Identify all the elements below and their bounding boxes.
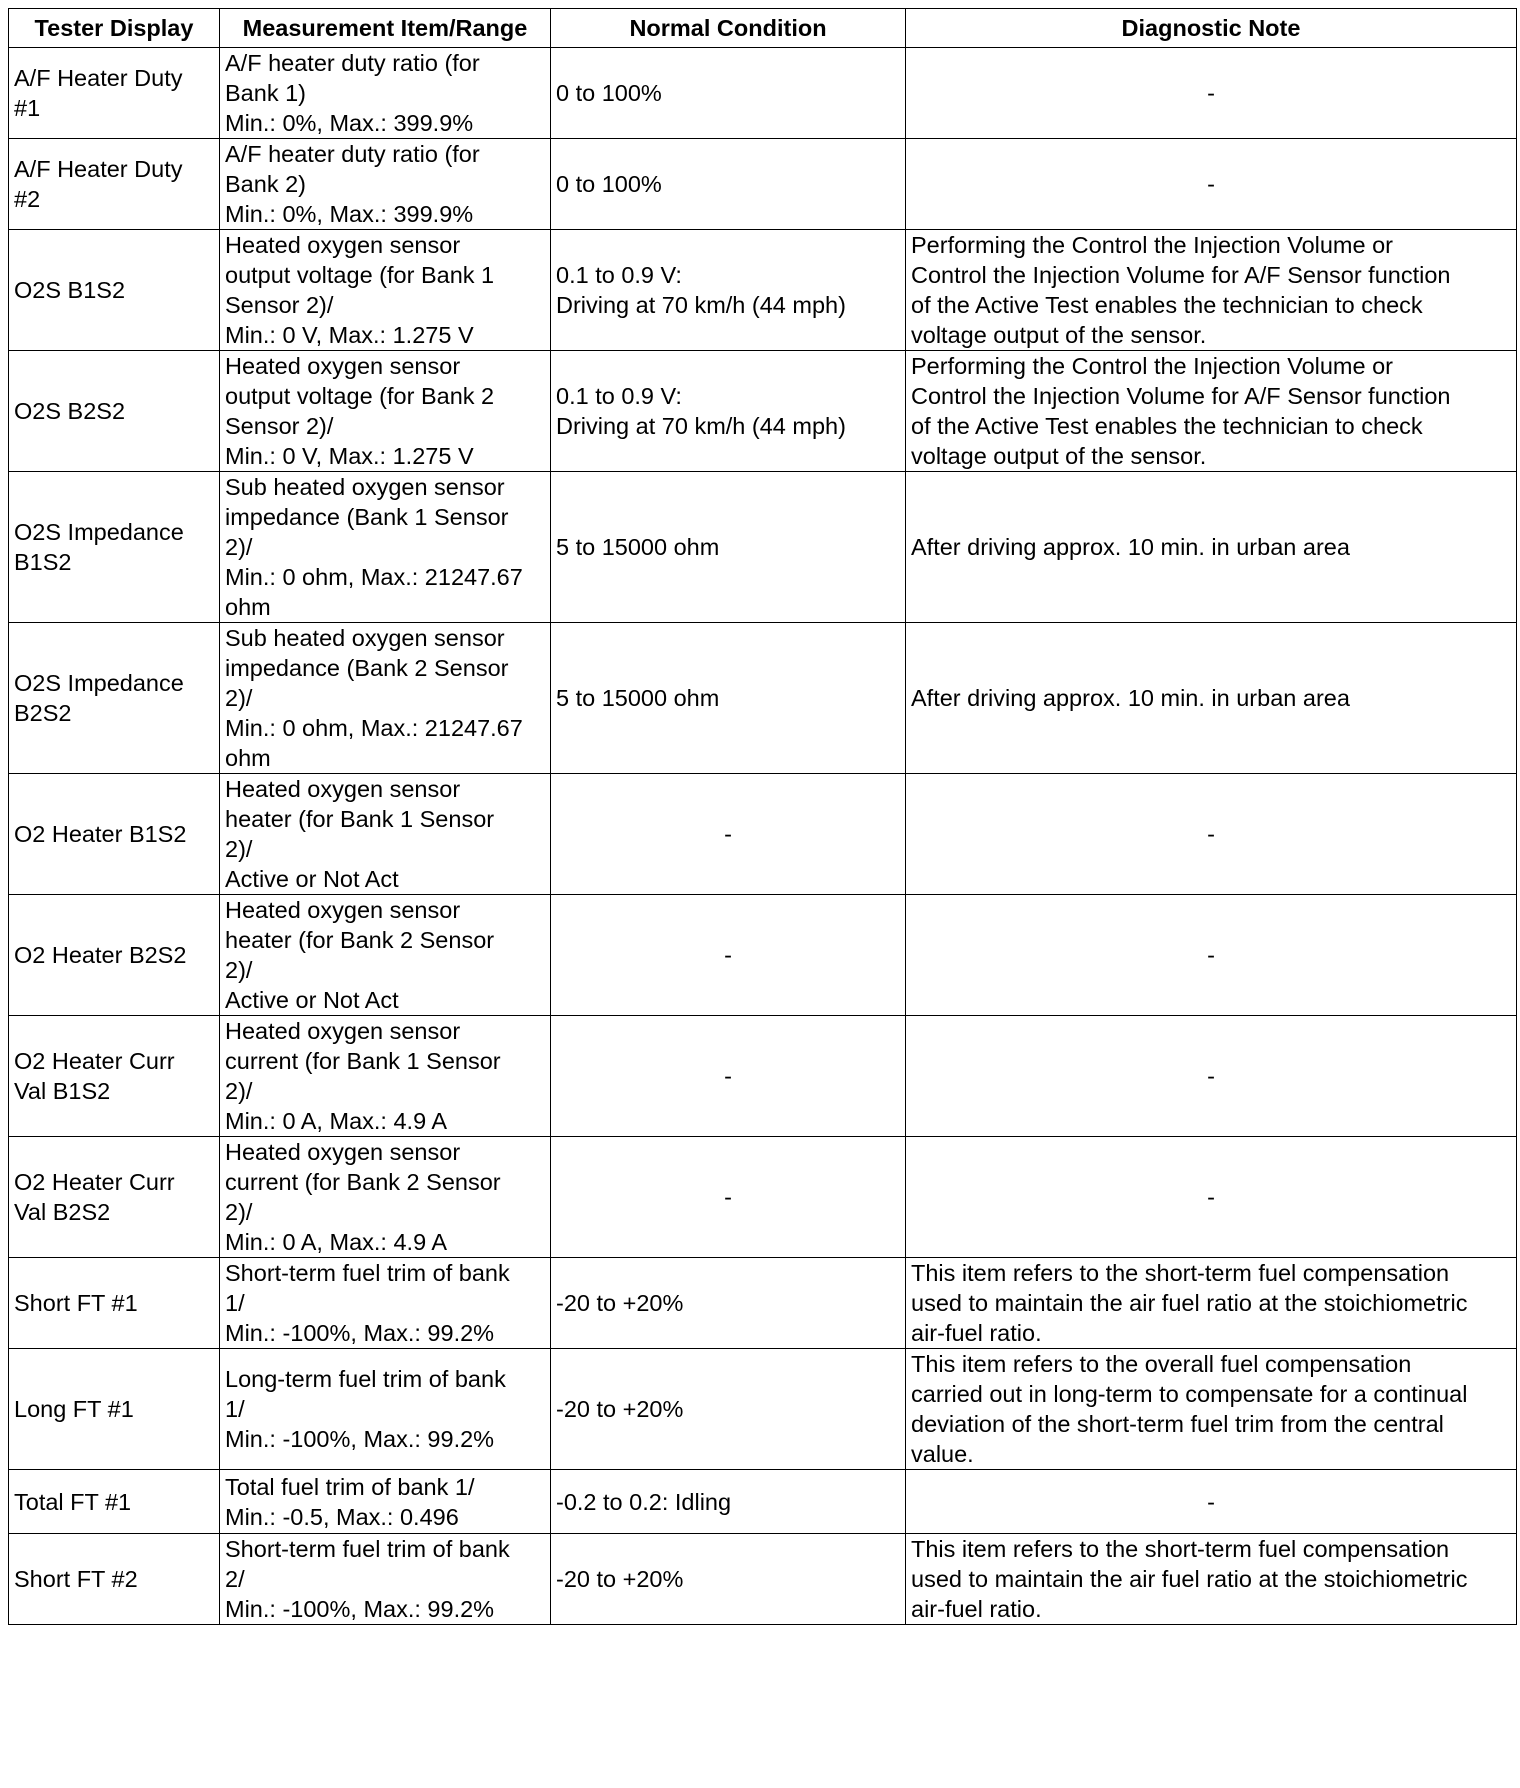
cell-text-line: - bbox=[724, 1184, 732, 1210]
cell-text-line: air-fuel ratio. bbox=[911, 1320, 1042, 1346]
cell-text-line: Driving at 70 km/h (44 mph) bbox=[556, 292, 846, 318]
normal-condition-cell bbox=[551, 48, 906, 139]
cell-text-line: voltage output of the sensor. bbox=[911, 443, 1207, 469]
cell-text-line: Min.: 0 A, Max.: 4.9 A bbox=[225, 1108, 448, 1134]
diagnostic-note-cell bbox=[906, 230, 1517, 351]
data-list-table bbox=[8, 8, 1517, 1625]
cell-text-line: After driving approx. 10 min. in urban area bbox=[911, 685, 1350, 711]
cell-text-line: 2)/ bbox=[225, 1199, 253, 1225]
cell-text-line: O2S B1S2 bbox=[14, 277, 126, 303]
cell-text-line: This item refers to the short-term fuel compensation bbox=[911, 1536, 1450, 1562]
cell-text-line: -20 to +20% bbox=[556, 1396, 684, 1422]
cell-text-line: O2S Impedance bbox=[14, 670, 184, 696]
measurement-item-cell bbox=[220, 1470, 551, 1534]
measurement-item-cell bbox=[220, 1349, 551, 1470]
cell-text-line: Driving at 70 km/h (44 mph) bbox=[556, 413, 846, 439]
cell-text-line: Active or Not Act bbox=[225, 987, 399, 1013]
table-row bbox=[9, 1349, 1517, 1470]
cell-text-line: of the Active Test enables the technician to check bbox=[911, 292, 1423, 318]
table-row bbox=[9, 1470, 1517, 1534]
cell-text-line: O2 Heater Curr bbox=[14, 1048, 175, 1074]
measurement-item-cell bbox=[220, 1258, 551, 1349]
cell-text-line: A/F Heater Duty bbox=[14, 65, 183, 91]
cell-text-line: - bbox=[724, 1063, 732, 1089]
tester-display-cell bbox=[9, 623, 220, 774]
cell-text-line: Min.: 0%, Max.: 399.9% bbox=[225, 201, 474, 227]
cell-text-line: This item refers to the overall fuel compensation bbox=[911, 1351, 1412, 1377]
normal-condition-cell bbox=[551, 1470, 906, 1534]
cell-text-line: Min.: 0%, Max.: 399.9% bbox=[225, 110, 474, 136]
normal-condition-cell bbox=[551, 472, 906, 623]
measurement-item-cell bbox=[220, 230, 551, 351]
tester-display-cell bbox=[9, 1016, 220, 1137]
cell-text-line: After driving approx. 10 min. in urban area bbox=[911, 534, 1350, 560]
cell-text-line: O2 Heater Curr bbox=[14, 1169, 175, 1195]
cell-text-line: Short-term fuel trim of bank bbox=[225, 1260, 510, 1286]
cell-text-line: impedance (Bank 1 Sensor bbox=[225, 504, 509, 530]
cell-text-line: Val B1S2 bbox=[14, 1078, 111, 1104]
header-tester-display: Tester Display bbox=[9, 9, 220, 48]
table-row bbox=[9, 1016, 1517, 1137]
cell-text-line: B1S2 bbox=[14, 549, 72, 575]
cell-text-line: - bbox=[1207, 1063, 1215, 1089]
table-body bbox=[9, 48, 1517, 1625]
measurement-item-cell bbox=[220, 1016, 551, 1137]
cell-text-line: used to maintain the air fuel ratio at the stoichiometric bbox=[911, 1290, 1468, 1316]
cell-text-line: ohm bbox=[225, 745, 271, 771]
tester-display-cell bbox=[9, 895, 220, 1016]
cell-text-line: - bbox=[1207, 80, 1215, 106]
measurement-item-cell bbox=[220, 139, 551, 230]
cell-text-line: Heated oxygen sensor bbox=[225, 1139, 461, 1165]
cell-text-line: This item refers to the short-term fuel compensation bbox=[911, 1260, 1450, 1286]
cell-text-line: Heated oxygen sensor bbox=[225, 897, 461, 923]
cell-text-line: ohm bbox=[225, 594, 271, 620]
cell-text-line: Heated oxygen sensor bbox=[225, 353, 461, 379]
cell-text-line: 5 to 15000 ohm bbox=[556, 685, 720, 711]
cell-text-line: - bbox=[1207, 171, 1215, 197]
header-measurement-item: Measurement Item/Range bbox=[220, 9, 551, 48]
cell-text-line: 2/ bbox=[225, 1566, 245, 1592]
header-normal-condition: Normal Condition bbox=[551, 9, 906, 48]
cell-text-line: Bank 1) bbox=[225, 80, 306, 106]
header-row bbox=[9, 9, 1517, 48]
diagnostic-note-cell bbox=[906, 895, 1517, 1016]
cell-text-line: Short FT #2 bbox=[14, 1566, 138, 1592]
diagnostic-note-cell bbox=[906, 623, 1517, 774]
table-row bbox=[9, 1258, 1517, 1349]
normal-condition-cell bbox=[551, 139, 906, 230]
cell-text-line: -0.2 to 0.2: Idling bbox=[556, 1488, 732, 1515]
normal-condition-cell bbox=[551, 1349, 906, 1470]
cell-text-line: Sensor 2)/ bbox=[225, 413, 334, 439]
cell-text-line: Performing the Control the Injection Volume or bbox=[911, 232, 1394, 258]
cell-text-line: - bbox=[1207, 942, 1215, 968]
cell-text-line: air-fuel ratio. bbox=[911, 1596, 1042, 1622]
cell-text-line: A/F heater duty ratio (for bbox=[225, 50, 480, 76]
cell-text-line: 2)/ bbox=[225, 685, 253, 711]
diagnostic-note-cell bbox=[906, 472, 1517, 623]
tester-display-cell bbox=[9, 230, 220, 351]
cell-text-line: Heated oxygen sensor bbox=[225, 232, 461, 258]
measurement-item-cell bbox=[220, 895, 551, 1016]
normal-condition-cell bbox=[551, 230, 906, 351]
cell-text-line: Sub heated oxygen sensor bbox=[225, 474, 505, 500]
normal-condition-cell bbox=[551, 1016, 906, 1137]
normal-condition-cell bbox=[551, 1137, 906, 1258]
cell-text-line: Active or Not Act bbox=[225, 866, 399, 892]
cell-text-line: Min.: -0.5, Max.: 0.496 bbox=[225, 1503, 459, 1530]
tester-display-cell bbox=[9, 472, 220, 623]
cell-text-line: - bbox=[724, 942, 732, 968]
cell-text-line: Min.: 0 A, Max.: 4.9 A bbox=[225, 1229, 448, 1255]
cell-text-line: 0 to 100% bbox=[556, 171, 662, 197]
cell-text-line: - bbox=[1207, 1184, 1215, 1210]
cell-text-line: Long-term fuel trim of bank bbox=[225, 1366, 506, 1392]
cell-text-line: - bbox=[724, 821, 732, 847]
cell-text-line: current (for Bank 1 Sensor bbox=[225, 1048, 501, 1074]
cell-text-line: Min.: 0 V, Max.: 1.275 V bbox=[225, 322, 474, 348]
normal-condition-cell bbox=[551, 623, 906, 774]
cell-text-line: output voltage (for Bank 1 bbox=[225, 262, 495, 288]
table-row bbox=[9, 139, 1517, 230]
diagnostic-note-cell bbox=[906, 1534, 1517, 1625]
measurement-item-cell bbox=[220, 351, 551, 472]
normal-condition-cell bbox=[551, 895, 906, 1016]
tester-display-cell bbox=[9, 1258, 220, 1349]
table-row bbox=[9, 230, 1517, 351]
cell-text-line: B2S2 bbox=[14, 700, 72, 726]
cell-text-line: - bbox=[1207, 1488, 1215, 1515]
cell-text-line: 0 to 100% bbox=[556, 80, 662, 106]
cell-text-line: 1/ bbox=[225, 1290, 245, 1316]
cell-text-line: O2S B2S2 bbox=[14, 398, 126, 424]
normal-condition-cell bbox=[551, 351, 906, 472]
cell-text-line: of the Active Test enables the technician to check bbox=[911, 413, 1423, 439]
table-row bbox=[9, 48, 1517, 139]
cell-text-line: #2 bbox=[14, 186, 41, 212]
diagnostic-note-cell bbox=[906, 1349, 1517, 1470]
cell-text-line: - bbox=[1207, 821, 1215, 847]
cell-text-line: 5 to 15000 ohm bbox=[556, 534, 720, 560]
cell-text-line: Val B2S2 bbox=[14, 1199, 111, 1225]
cell-text-line: heater (for Bank 2 Sensor bbox=[225, 927, 495, 953]
tester-display-cell bbox=[9, 774, 220, 895]
cell-text-line: value. bbox=[911, 1441, 974, 1467]
cell-text-line: Min.: -100%, Max.: 99.2% bbox=[225, 1320, 495, 1346]
normal-condition-cell bbox=[551, 774, 906, 895]
table-row bbox=[9, 774, 1517, 895]
cell-text-line: Control the Injection Volume for A/F Sensor function bbox=[911, 383, 1451, 409]
cell-text-line: 2)/ bbox=[225, 957, 253, 983]
cell-text-line: Total fuel trim of bank 1/ bbox=[225, 1473, 475, 1500]
diagnostic-note-cell bbox=[906, 351, 1517, 472]
cell-text-line: heater (for Bank 1 Sensor bbox=[225, 806, 495, 832]
diagnostic-note-cell bbox=[906, 139, 1517, 230]
cell-text-line: Min.: 0 ohm, Max.: 21247.67 bbox=[225, 715, 523, 741]
cell-text-line: O2 Heater B1S2 bbox=[14, 821, 187, 847]
diagnostic-note-cell bbox=[906, 1258, 1517, 1349]
cell-text-line: 2)/ bbox=[225, 836, 253, 862]
tester-display-cell bbox=[9, 1349, 220, 1470]
cell-text-line: Min.: 0 V, Max.: 1.275 V bbox=[225, 443, 474, 469]
cell-text-line: Min.: -100%, Max.: 99.2% bbox=[225, 1596, 495, 1622]
table-row bbox=[9, 351, 1517, 472]
measurement-item-cell bbox=[220, 1137, 551, 1258]
normal-condition-cell bbox=[551, 1258, 906, 1349]
cell-text-line: Total FT #1 bbox=[14, 1488, 132, 1515]
cell-text-line: Heated oxygen sensor bbox=[225, 776, 461, 802]
cell-text-line: deviation of the short-term fuel trim from the central bbox=[911, 1411, 1444, 1437]
measurement-item-cell bbox=[220, 48, 551, 139]
cell-text-line: Sensor 2)/ bbox=[225, 292, 334, 318]
cell-text-line: A/F Heater Duty bbox=[14, 156, 183, 182]
cell-text-line: Long FT #1 bbox=[14, 1396, 134, 1422]
cell-text-line: 2)/ bbox=[225, 1078, 253, 1104]
cell-text-line: -20 to +20% bbox=[556, 1290, 684, 1316]
cell-text-line: 0.1 to 0.9 V: bbox=[556, 262, 682, 288]
table-row bbox=[9, 623, 1517, 774]
cell-text-line: Sub heated oxygen sensor bbox=[225, 625, 505, 651]
cell-text-line: output voltage (for Bank 2 bbox=[225, 383, 495, 409]
tester-display-cell bbox=[9, 1534, 220, 1625]
cell-text-line: Min.: 0 ohm, Max.: 21247.67 bbox=[225, 564, 523, 590]
cell-text-line: voltage output of the sensor. bbox=[911, 322, 1207, 348]
cell-text-line: Min.: -100%, Max.: 99.2% bbox=[225, 1426, 495, 1452]
cell-text-line: 2)/ bbox=[225, 534, 253, 560]
cell-text-line: Heated oxygen sensor bbox=[225, 1018, 461, 1044]
cell-text-line: used to maintain the air fuel ratio at the stoichiometric bbox=[911, 1566, 1468, 1592]
tester-display-cell bbox=[9, 1470, 220, 1534]
cell-text-line: Short FT #1 bbox=[14, 1290, 138, 1316]
diagnostic-note-cell bbox=[906, 1137, 1517, 1258]
cell-text-line: #1 bbox=[14, 95, 41, 121]
cell-text-line: carried out in long-term to compensate for a continual bbox=[911, 1381, 1468, 1407]
cell-text-line: Control the Injection Volume for A/F Sensor function bbox=[911, 262, 1451, 288]
cell-text-line: 0.1 to 0.9 V: bbox=[556, 383, 682, 409]
cell-text-line: impedance (Bank 2 Sensor bbox=[225, 655, 509, 681]
table-header bbox=[9, 9, 1517, 48]
tester-display-cell bbox=[9, 351, 220, 472]
diagnostic-note-cell bbox=[906, 774, 1517, 895]
normal-condition-cell bbox=[551, 1534, 906, 1625]
table-row bbox=[9, 1137, 1517, 1258]
cell-text-line: O2S Impedance bbox=[14, 519, 184, 545]
cell-text-line: current (for Bank 2 Sensor bbox=[225, 1169, 501, 1195]
table-row bbox=[9, 1534, 1517, 1625]
cell-text-line: Performing the Control the Injection Volume or bbox=[911, 353, 1394, 379]
cell-text-line: 1/ bbox=[225, 1396, 245, 1422]
cell-text-line: Short-term fuel trim of bank bbox=[225, 1536, 510, 1562]
header-diagnostic-note: Diagnostic Note bbox=[906, 9, 1517, 48]
cell-text-line: A/F heater duty ratio (for bbox=[225, 141, 480, 167]
measurement-item-cell bbox=[220, 472, 551, 623]
cell-text-line: -20 to +20% bbox=[556, 1566, 684, 1592]
table-row bbox=[9, 472, 1517, 623]
tester-display-cell bbox=[9, 48, 220, 139]
cell-text-line: Bank 2) bbox=[225, 171, 306, 197]
measurement-item-cell bbox=[220, 1534, 551, 1625]
cell-text-line: O2 Heater B2S2 bbox=[14, 942, 187, 968]
measurement-item-cell bbox=[220, 774, 551, 895]
tester-display-cell bbox=[9, 139, 220, 230]
measurement-item-cell bbox=[220, 623, 551, 774]
table-row bbox=[9, 895, 1517, 1016]
tester-display-cell bbox=[9, 1137, 220, 1258]
diagnostic-note-cell bbox=[906, 1470, 1517, 1534]
diagnostic-note-cell bbox=[906, 1016, 1517, 1137]
diagnostic-note-cell bbox=[906, 48, 1517, 139]
